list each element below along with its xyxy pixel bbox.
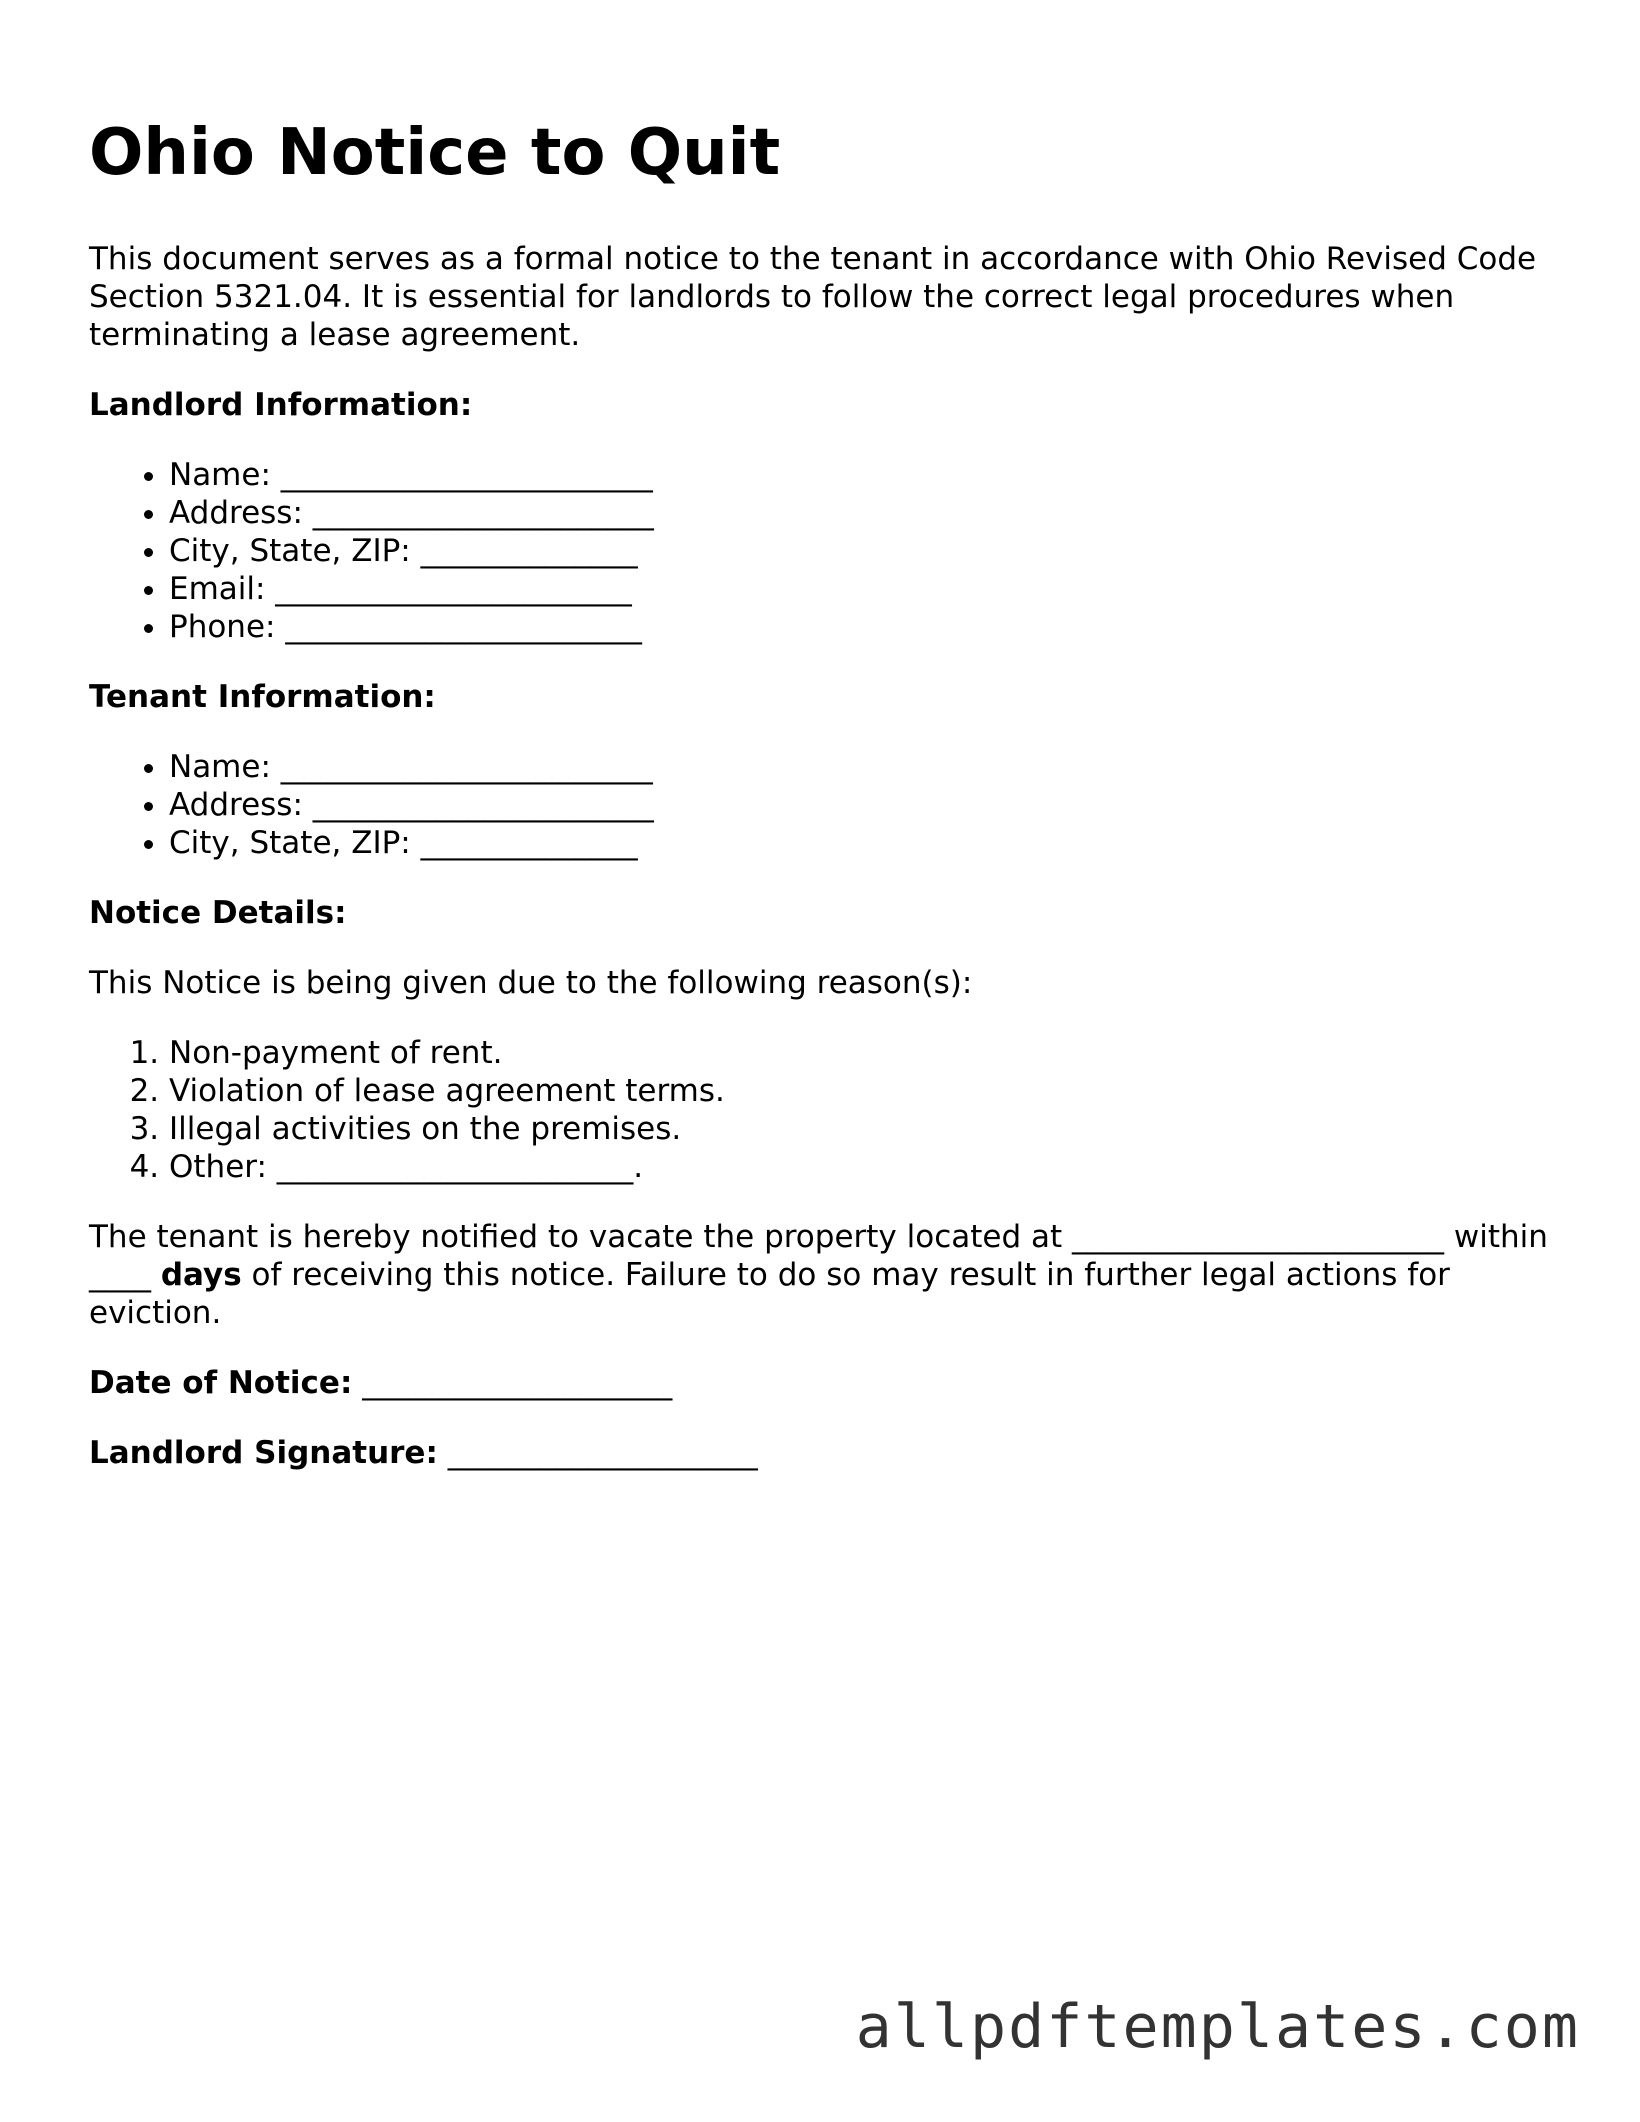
landlord-phone-field: • Phone: _______________________ bbox=[169, 608, 1569, 646]
vacate-paragraph bbox=[89, 1218, 1569, 1332]
tenant-fields-list bbox=[89, 748, 1569, 862]
landlord-address-field: • Address: ______________________ bbox=[169, 494, 1569, 532]
landlord-signature-blank: ____________________ bbox=[437, 1435, 758, 1471]
vacate-days-bold: days bbox=[160, 1257, 242, 1293]
vacate-text-part1: The tenant is hereby notified to vacate the property located at ________________________ within ____ bbox=[89, 1219, 1548, 1293]
landlord-heading: Landlord Information: bbox=[89, 387, 473, 423]
reasons-list bbox=[89, 1034, 1569, 1186]
date-of-notice-blank: ____________________ bbox=[352, 1365, 673, 1401]
vacate-text-part2: of receiving this notice. Failure to do so may result in further legal actions for eviction. bbox=[89, 1257, 1450, 1331]
landlord-city-field: • City, State, ZIP: ______________ bbox=[169, 532, 1569, 570]
notice-details-heading: Notice Details: bbox=[89, 895, 347, 931]
reason-item: 2. Violation of lease agreement terms. bbox=[169, 1072, 1569, 1110]
tenant-city-field: • City, State, ZIP: ______________ bbox=[169, 824, 1569, 862]
date-of-notice-line bbox=[89, 1364, 1569, 1402]
reason-item: 4. Other: _______________________. bbox=[169, 1148, 1569, 1186]
reason-intro: This Notice is being given due to the following reason(s): bbox=[89, 965, 973, 1001]
landlord-name-field: • Name: ________________________ bbox=[169, 456, 1569, 494]
document-title: Ohio Notice to Quit bbox=[89, 116, 781, 190]
date-of-notice-label: Date of Notice: bbox=[89, 1365, 353, 1401]
landlord-signature-line bbox=[89, 1434, 1569, 1472]
document-page bbox=[89, 108, 1569, 1504]
reason-item: 1. Non-payment of rent. bbox=[169, 1034, 1569, 1072]
landlord-signature-label: Landlord Signature: bbox=[89, 1435, 438, 1471]
landlord-fields-list bbox=[89, 456, 1569, 646]
intro-paragraph: This document serves as a formal notice to the tenant in accordance with Ohio Revised Code Section 5321.04. It is essential for landlords to follow the correct legal procedures when terminating a lease agreement. bbox=[89, 241, 1537, 353]
tenant-name-field: • Name: ________________________ bbox=[169, 748, 1569, 786]
tenant-address-field: • Address: ______________________ bbox=[169, 786, 1569, 824]
watermark-text: allpdftemplates.com bbox=[855, 1992, 1580, 2062]
tenant-heading: Tenant Information: bbox=[89, 679, 436, 715]
landlord-email-field: • Email: _______________________ bbox=[169, 570, 1569, 608]
reason-item: 3. Illegal activities on the premises. bbox=[169, 1110, 1569, 1148]
